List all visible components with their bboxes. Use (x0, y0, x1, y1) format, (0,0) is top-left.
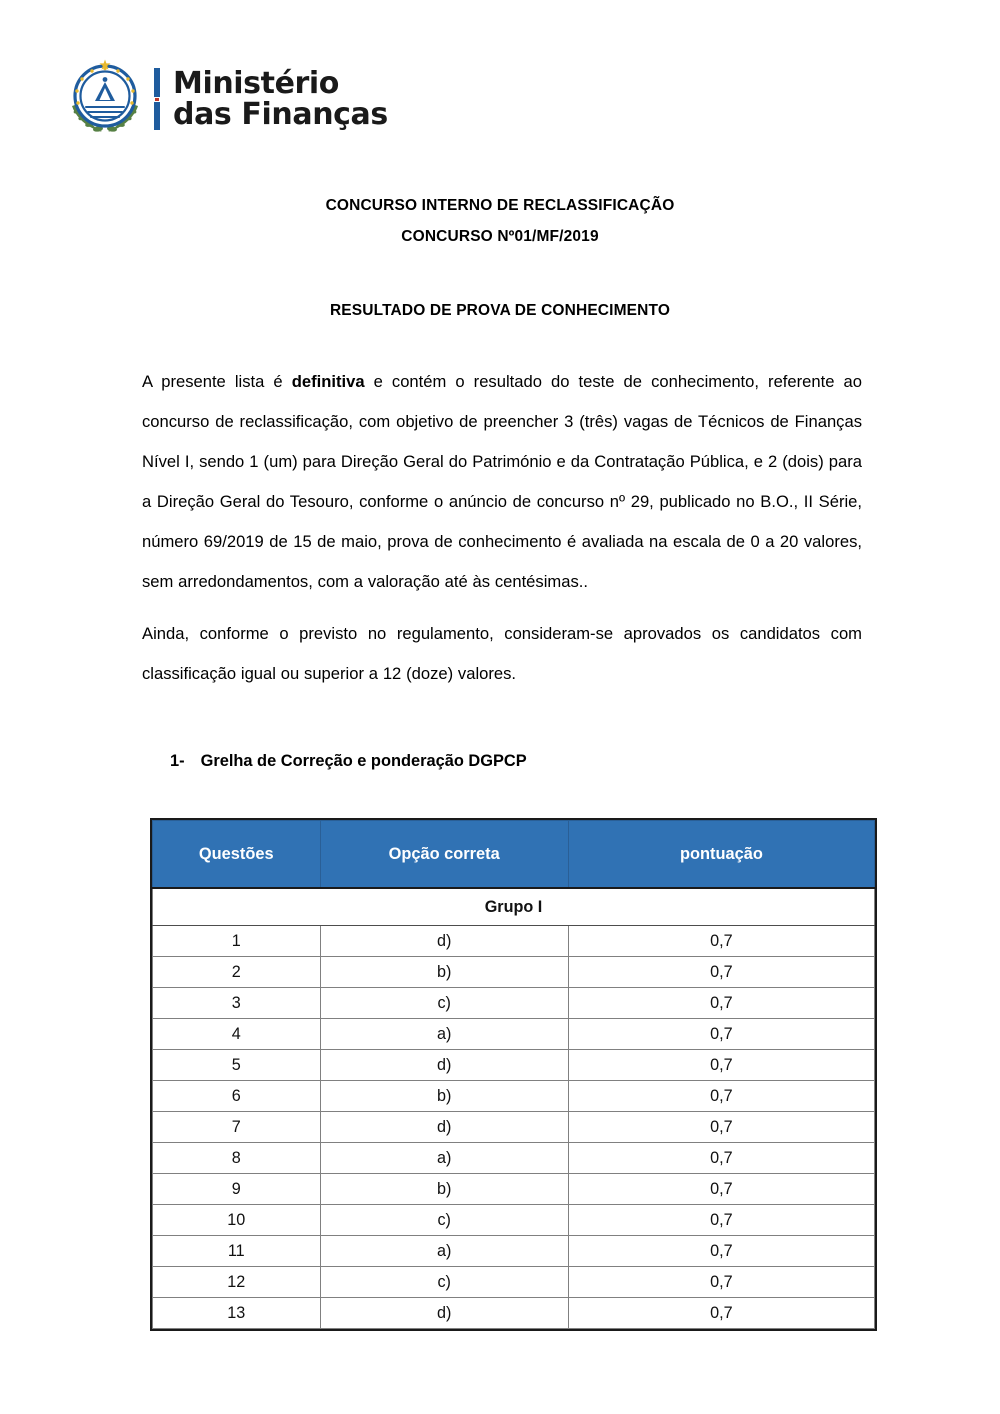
cell-opcao: c) (320, 988, 568, 1019)
table-row (153, 1050, 875, 1081)
cell-questao: 9 (153, 1174, 321, 1205)
document-title-line-1: CONCURSO INTERNO DE RECLASSIFICAÇÃO (325, 197, 675, 214)
column-header-questoes: Questões (153, 821, 321, 889)
cell-pontuacao: 0,7 (568, 1205, 874, 1236)
document-title-block (135, 190, 865, 253)
cell-questao: 2 (153, 957, 321, 988)
ministry-wordmark (173, 65, 388, 132)
cell-pontuacao: 0,7 (568, 957, 874, 988)
section-title: Grelha de Correção e ponderação DGPCP (200, 752, 527, 770)
table-row (153, 1081, 875, 1112)
cell-opcao: b) (320, 1174, 568, 1205)
document-title-line-2: CONCURSO Nº01/MF/2019 (401, 228, 599, 246)
cell-opcao: d) (320, 1298, 568, 1329)
cell-questao: 6 (153, 1081, 321, 1112)
table-row (153, 1143, 875, 1174)
cell-pontuacao: 0,7 (568, 1298, 874, 1329)
paragraph-1-prefix: A presente lista é (142, 372, 292, 391)
column-header-opcao-correta: Opção correta (320, 821, 568, 889)
cell-questao: 8 (153, 1143, 321, 1174)
cell-pontuacao: 0,7 (568, 926, 874, 957)
table-row (153, 1019, 875, 1050)
cell-opcao: d) (320, 1112, 568, 1143)
paragraph-2: Ainda, conforme o previsto no regulamento, consideram-se aprovados os candidatos com classificação igual ou superior a 12 (doze) valores. (142, 623, 862, 683)
table-body (153, 888, 875, 1329)
cell-opcao: d) (320, 1050, 568, 1081)
cell-opcao: b) (320, 957, 568, 988)
logo-divider (154, 68, 160, 130)
cell-opcao: a) (320, 1143, 568, 1174)
section-heading (170, 752, 527, 771)
document-subtitle: RESULTADO DE PROVA DE CONHECIMENTO (329, 302, 671, 319)
cell-questao: 5 (153, 1050, 321, 1081)
table-row (153, 1205, 875, 1236)
column-header-pontuacao: pontuação (568, 821, 874, 889)
cape-verde-coat-of-arms-icon (62, 56, 148, 142)
cell-opcao: c) (320, 1267, 568, 1298)
cell-opcao: d) (320, 926, 568, 957)
cell-questao: 10 (153, 1205, 321, 1236)
cell-pontuacao: 0,7 (568, 1112, 874, 1143)
table-header (153, 821, 875, 889)
table-row (153, 1236, 875, 1267)
table-row (153, 1267, 875, 1298)
cell-opcao: a) (320, 1236, 568, 1267)
correction-grid-table (152, 820, 875, 1329)
cell-questao: 11 (153, 1236, 321, 1267)
cell-pontuacao: 0,7 (568, 988, 874, 1019)
table-row (153, 926, 875, 957)
table-row (153, 957, 875, 988)
group-label: Grupo I (153, 888, 875, 926)
section-number: 1- (170, 752, 185, 770)
cell-pontuacao: 0,7 (568, 1143, 874, 1174)
cell-questao: 13 (153, 1298, 321, 1329)
cell-questao: 4 (153, 1019, 321, 1050)
cell-questao: 1 (153, 926, 321, 957)
cell-opcao: c) (320, 1205, 568, 1236)
paragraph-1-emphasis: definitiva (291, 372, 365, 391)
wordmark-line-1: Ministério (173, 65, 340, 101)
table-row (153, 988, 875, 1019)
cell-opcao: a) (320, 1019, 568, 1050)
document-subtitle-block (135, 302, 865, 320)
correction-grid-wrapper (150, 818, 877, 1331)
letterhead (62, 56, 388, 142)
cell-questao: 12 (153, 1267, 321, 1298)
paragraph-1-remainder: e contém o resultado do teste de conhecimento, referente ao concurso de reclassificação, com objetivo de preencher 3 (três) vagas de Técnicos de Finanças Nível I, sendo 1 (um) para Direção Geral do Património e da Contratação Pública, e 2 (dois) para a Direção Geral do Tesouro, conforme o anúncio de concurso nº 29, publicado no B.O., II Série, número 69/2019 de 15 de maio, prova de conhecimento é avaliada na escala de 0 a 20 valores, sem arredondamentos, com a valoração até às centésimas.. (142, 372, 862, 591)
paragraph-1 (142, 362, 862, 602)
cell-questao: 7 (153, 1112, 321, 1143)
cell-opcao: b) (320, 1081, 568, 1112)
table-row (153, 1112, 875, 1143)
cell-questao: 3 (153, 988, 321, 1019)
table-row (153, 1174, 875, 1205)
cell-pontuacao: 0,7 (568, 1267, 874, 1298)
table-group-row (153, 888, 875, 926)
table-header-row (153, 821, 875, 889)
wordmark-line-2: das Finanças (173, 97, 388, 132)
cell-pontuacao: 0,7 (568, 1050, 874, 1081)
body-text (142, 362, 862, 694)
cell-pontuacao: 0,7 (568, 1019, 874, 1050)
cell-pontuacao: 0,7 (568, 1174, 874, 1205)
table-row (153, 1298, 875, 1329)
cell-pontuacao: 0,7 (568, 1236, 874, 1267)
cell-pontuacao: 0,7 (568, 1081, 874, 1112)
